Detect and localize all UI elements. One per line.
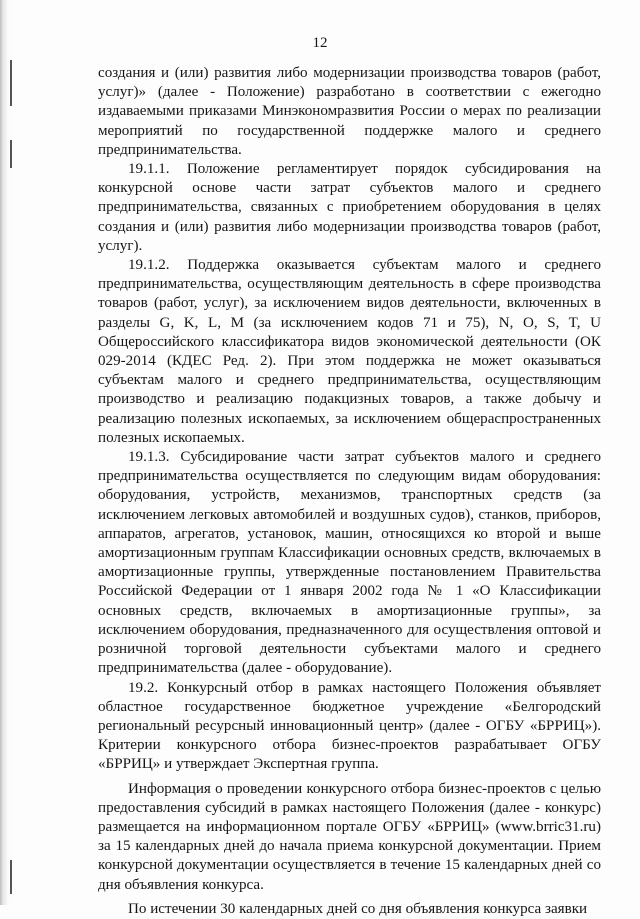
paragraph-19-2: 19.2. Конкурсный отбор в рамках настоящего Положения объявляет областное государственное бюджетное учреждение «Белгородский региональный ресурсный инновационный центр» (далее - ОГБУ «БРРИЦ»). Критерии конкурсного отбора бизнес-проектов разрабатывает ОГБУ «БРРИЦ» и утверждает Экспертная группа. [98, 679, 601, 773]
scan-edge-mark [10, 60, 12, 106]
document-body [98, 64, 601, 919]
scan-edge-mark [10, 860, 12, 894]
scan-edge-mark [10, 140, 12, 168]
paragraph-19-1-3: 19.1.3. Субсидирование части затрат субъектов малого и среднего предпринимательства осуществляется по следующим видам оборудования: оборудования, устройств, механизмов, транспортных средств (за исключением легковых автомобилей и воздушных судов), станков, приборов, аппаратов, агрегатов, установок, машин, относящихся ко второй и выше амортизационным группам Классификации основных средств, включаемых в амортизационные группы, утвержденные постановлением Правительства Российской Федерации от 1 января 2002 года № 1 «О Классификации основных средств, включаемых в амортизационные группы», за исключением оборудования, предназначенного для осуществления оптовой и розничной торговой деятельности субъектами малого и среднего предпринимательства (далее - оборудование). [98, 449, 601, 677]
paragraph-19-1-2: 19.1.2. Поддержка оказывается субъектам малого и среднего предпринимательства, осуществляющим деятельность в сфере производства товаров (работ, услуг), за исключением видов деятельности, включенных в разделы G, K, L, M (за исключением кодов 71 и 75), N, O, S, T, U Общероссийского классификатора видов экономической деятельности (ОК 029-2014 (КДЕС Ред. 2). При этом поддержка не может оказываться субъектам малого и среднего предпринимательства, осуществляющим производство и реализацию подакцизных товаров, а также добычу и реализацию полезных ископаемых, за исключением общераспространенных полезных ископаемых. [98, 257, 601, 446]
paragraph-contest-info: Информация о проведении конкурсного отбора бизнес-проектов с целью предоставления субсидий в рамках настоящего Положения (далее - конкурс) размещается на информационном портале ОГБУ «БРРИЦ» (www.brric31.ru) за 15 календарных дней до начала приема конкурсной документации. Прием конкурсной документации осуществляется в течение 15 календарных дней со дня объявления конкурса. [98, 780, 601, 893]
paragraph-continuation: создания и (или) развития либо модернизации производства товаров (работ, услуг)» (далее - Положение) разработано в соответствии с ежегодно издаваемыми приказами Минэкономразвития России о мерах по реализации мероприятий по государственной поддержке малого и среднего предпринимательства. [98, 65, 601, 158]
scan-left-edge [0, 0, 14, 905]
paragraph-applications: По истечении 30 календарных дней со дня объявления конкурса заявки [128, 900, 588, 917]
page-number: 12 [312, 35, 328, 51]
paragraph-19-1-1: 19.1.1. Положение регламентирует порядок субсидирования на конкурсной основе части затрат субъектов малого и среднего предпринимательства, связанных с приобретением оборудования в целях создания и (или) развития либо модернизации производства товаров (работ, услуг). [98, 161, 601, 254]
